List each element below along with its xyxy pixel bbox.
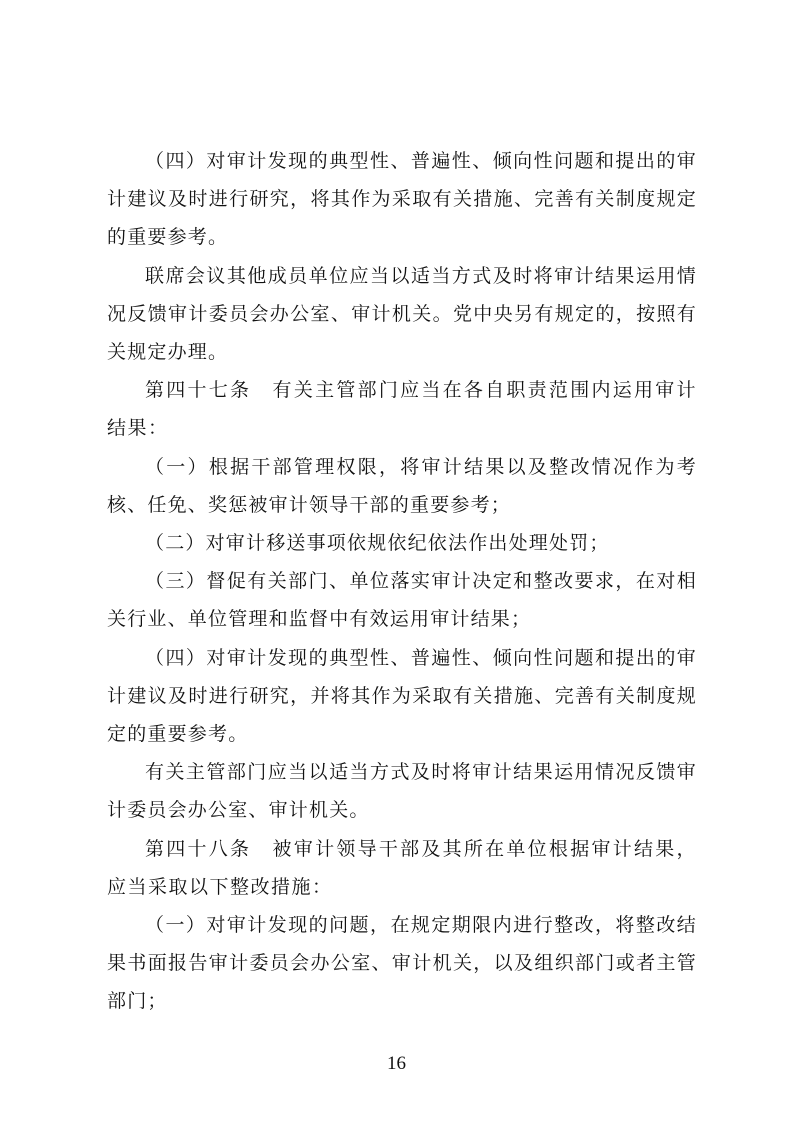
paragraph-departments-feedback: 有关主管部门应当以适当方式及时将审计结果运用情况反馈审计委员会办公室、审计机关。 xyxy=(107,761,697,822)
paragraph-item-four-research: （四）对审计发现的典型性、普遍性、倾向性问题和提出的审计建议及时进行研究，将其作为采取有关措施、完善有关制度规定的重要参考。 xyxy=(107,150,697,249)
paragraph-joint-meeting-feedback: 联席会议其他成员单位应当以适当方式及时将审计结果运用情况反馈审计委员会办公室、审计机关。党中央另有规定的，按照有关规定办理。 xyxy=(107,264,697,364)
article-47-item-one: （一）根据干部管理权限，将审计结果以及整改情况作为考核、任免、奖惩被审计领导干部的重要参考； xyxy=(107,455,697,516)
article-48-item-one: （一）对审计发现的问题，在规定期限内进行整改，将整改结果书面报告审计委员会办公室、审计机关，以及组织部门或者主管部门； xyxy=(107,914,697,1013)
article-47-item-two: （二）对审计移送事项依规依纪依法作出处理处罚； xyxy=(145,532,610,555)
article-48-heading: 第四十八条 被审计领导干部及其所在单位根据审计结果，应当采取以下整改措施： xyxy=(107,837,697,898)
document-body xyxy=(107,142,697,1021)
article-47-heading: 第四十七条 有关主管部门应当在各自职责范围内运用审计结果： xyxy=(107,379,697,440)
article-47-item-four: （四）对审计发现的典型性、普遍性、倾向性问题和提出的审计建议及时进行研究，并将其作为采取有关措施、完善有关制度规定的重要参考。 xyxy=(107,646,697,746)
page-number: 16 xyxy=(387,1053,406,1074)
article-47-item-three: （三）督促有关部门、单位落实审计决定和整改要求，在对相关行业、单位管理和监督中有效运用审计结果； xyxy=(107,570,697,631)
